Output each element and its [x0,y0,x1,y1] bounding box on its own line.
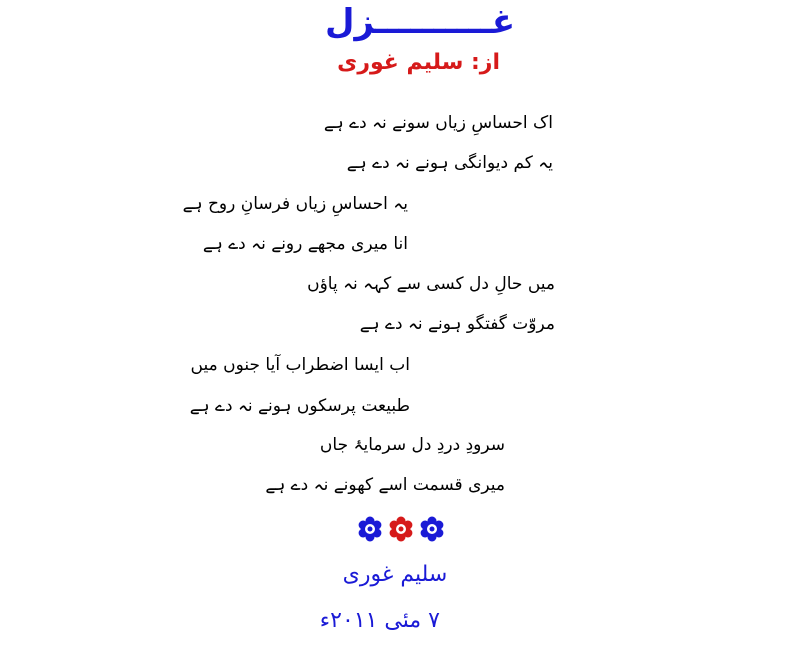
flower-ornament-icon [359,517,382,542]
poem-line: یہ کم دیوانگی ہونے نہ دے ہے [346,153,553,173]
signature-date: ۷ مئی ۲۰۱۱ء [319,608,440,633]
poem-line: انا میری مجھے رونے نہ دے ہے [202,234,408,254]
poem-line: طبیعت پرسکوں ہونے نہ دے ہے [189,396,410,416]
poem-title-text: غــــــــــزل [324,2,516,42]
poem-line: اک احساسِ زیاں سونے نہ دے ہے [323,113,553,133]
flower-ornament-icon [421,517,444,542]
author-byline: از: سلیم غوری [337,50,500,75]
poem-line: سرودِ دردِ دل سرمایۂ جاں [319,435,505,455]
poem-line: یہ احساسِ زیاں فرسانِ روح ہے [182,194,408,214]
poem-line: میں حالِ دل کسی سے کہہ نہ پاؤں [307,274,555,294]
poem-line: اب ایسا اضطراب آیا جنوں میں [190,355,410,375]
poem-line: میری قسمت اسے کھونے نہ دے ہے [265,475,505,495]
flower-ornament-icon [390,517,413,542]
ornament-row [356,514,446,544]
poem-title [270,2,570,42]
signature-name: سلیم غوری [342,562,448,587]
poem-line: مروّت گفتگو ہونے نہ دے ہے [359,314,555,334]
